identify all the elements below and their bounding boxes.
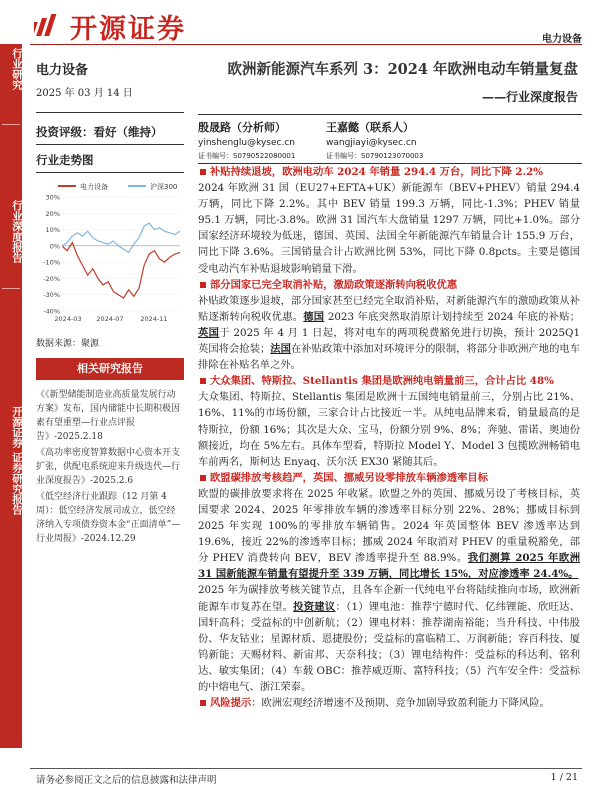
paragraph-text: ：（1）锂电池：推荐宁德时代、亿纬锂能、欣旺达、国轩高科；受益标的中创新航；（2）锂电材料：推荐湖南裕能；当升科技、中伟股份、华友钴业；星源材质、恩捷股份；受益标的富临精工、万润新能；容百科技、厦钨新能；天赐材料、新宙邦、天奈科技；（3）锂电结构件：受益标的科达利、铭利达、敏实集团；（4）车载 OBC：推荐威迈斯、富特科技；（5）汽车安全件：受益标的中熔电气、浙江荣泰。 bbox=[198, 600, 581, 693]
legend-label: 沪深300 bbox=[150, 183, 178, 191]
y-tick-label: -40% bbox=[43, 307, 60, 316]
emphasis-text: 法国 bbox=[270, 343, 291, 356]
side-divider bbox=[2, 124, 20, 125]
paragraph-text: 2025 年为碳排放考核关键节点，且各车企新一代纯电平台将陆续推向市场，欧洲新能源车市复苏在望。 bbox=[198, 584, 580, 613]
logo-icon bbox=[34, 12, 62, 40]
side-label-firm: 开源证券 证券研究报告 bbox=[11, 406, 23, 515]
report-date: 2025 年 03 月 14 日 bbox=[36, 88, 133, 99]
paragraph-text: 于 2025 年 4 月 1 日起，将对电车的两项税费豁免进行切换，预计 2025Q1 英国将会抢装； bbox=[198, 326, 581, 356]
side-band bbox=[0, 44, 22, 748]
y-tick-label: -10% bbox=[43, 258, 60, 267]
y-tick-label: 0% bbox=[49, 242, 60, 251]
page-number: 1 / 21 bbox=[550, 772, 578, 783]
emphasis-text: 德国 bbox=[303, 310, 325, 323]
report-title: 欧洲新能源汽车系列 3：2024 年欧洲电动车销量复盘 bbox=[227, 61, 578, 78]
author-email[interactable]: yinshenglu@kysec.cn bbox=[198, 138, 295, 148]
section-heading-text: 补贴持续退坡，欧洲电动车 2024 年销量 294.4 万台，同比下降 2.2% bbox=[210, 166, 544, 178]
x-tick-label: 2024-07 bbox=[96, 315, 124, 323]
paragraph-text: 大众集团、特斯拉、Stellantis 集团是欧洲十五国纯电销量前三，分别占比 21%、16%、11%的市场份额，三家合计占比接近一半。从纯电品牌来看，销量最高的是特斯拉，份额 16%；其次是大众、宝马，份额分别 9%、8%；奔驰、雷诺、奥迪份额接近，均在 5%左右。具体车型看，特斯拉 Model Y、Model 3 包揽欧洲畅销电车前两名，斯柯达 Enyaq、沃尔沃 EX30 紧随其后。 bbox=[198, 391, 580, 468]
series-line bbox=[62, 223, 180, 252]
section-paragraph bbox=[198, 486, 580, 583]
section-heading-text: 欧盟碳排放考核趋严，英国、挪威另设零排放车辆渗透率目标 bbox=[210, 471, 489, 484]
disclaimer-note: 请务必参阅正文之后的信息披露和法律声明 bbox=[36, 775, 217, 786]
side-label-report-type: 行业深度报告 bbox=[11, 200, 23, 263]
section-heading bbox=[198, 277, 580, 293]
divider bbox=[36, 112, 184, 113]
y-tick-label: 20% bbox=[45, 209, 60, 218]
report-subtitle: ——行业深度报告 bbox=[481, 90, 578, 104]
x-tick-label: 2024-03 bbox=[54, 315, 82, 323]
footer-divider bbox=[30, 768, 582, 769]
industry-tag: 电力设备 bbox=[542, 34, 582, 45]
divider bbox=[36, 144, 184, 145]
author-cert: 证书编号：S0790522080001 bbox=[198, 152, 296, 160]
author-name: 王嘉懿（联系人） bbox=[326, 121, 414, 134]
paragraph-text: 2023 年底突然取消原计划持续至 2024 年底的补贴； bbox=[324, 310, 580, 323]
author-cert: 证书编号：S0790123070003 bbox=[326, 152, 424, 160]
section-inline-text: ：欧洲宏观经济增速不及预期、竞争加剧导致盈利能力下降风险。 bbox=[251, 697, 550, 710]
section-paragraph bbox=[198, 180, 580, 277]
legend-label: 电力设备 bbox=[80, 183, 108, 191]
sector-name: 电力设备 bbox=[36, 63, 89, 78]
author-block bbox=[198, 120, 295, 162]
y-tick-label: -30% bbox=[43, 291, 60, 300]
paragraph-text: 补贴政策逐步退坡，部分国家甚至已经完全取消补贴，对新能源汽车的激励政策从补贴逐渐转向税收优惠。 bbox=[198, 294, 580, 323]
author-email[interactable]: wangjiayi@kysec.cn bbox=[326, 138, 417, 148]
paragraph-text: 欧盟的碳排放要求将在 2025 年收紧。欧盟之外的英国、挪威另设了考核目标，英国要求 2024、2025 年零排放车辆的渗透率目标分别 22%、28%；挪威目标到 2025 年实现 100%的零排放车辆销售。2024 年英国整体 BEV 渗透率达到 19.6%，接近 22%的渗透率目标；挪威 2024 年取消对 PHEV 的重量税豁免，部分 PHEV 消费转向 BEV，BEV 渗透率提升至 88.9%。 bbox=[198, 487, 580, 565]
emphasis-text: 投资建议 bbox=[293, 600, 336, 613]
divider bbox=[198, 114, 582, 115]
investment-rating: 投资评级：看好（维持） bbox=[36, 125, 163, 139]
trend-chart-svg bbox=[36, 179, 184, 329]
brand-logo bbox=[34, 6, 186, 46]
section-paragraph bbox=[198, 293, 580, 373]
section-paragraph bbox=[198, 582, 580, 695]
x-tick-label: 2024-11 bbox=[140, 315, 168, 323]
emphasis-text: 我们测算 2025 年欧洲 31 国新能源车销量有望提升至 339 万辆，同比增长 15%，对应渗透率 24.4%。 bbox=[198, 552, 580, 581]
section-heading-text: 风险提示 bbox=[210, 697, 252, 710]
divider bbox=[36, 172, 184, 173]
y-tick-label: 10% bbox=[45, 226, 60, 235]
paragraph-text: 2024 年欧洲 31 国（EU27+EFTA+UK）新能源车（BEV+PHEV）销量 294.4 万辆，同比下降 2.2%。其中 BEV 销量 199.3 万辆，同比-1.3%；PHEV 销量 95.1 万辆，同比-3.8%。欧洲 31 国汽车大盘销量 1297 万辆，同比+1.0%。部分国家经济环境较为低迷，德国、英国、法国全年新能源汽车销量合计 155.9 万台，同比下降 3.6%。三国销量合计占欧洲比例 53%，同比下降 0.8pcts。主要是德国受电动汽车补贴退坡影响销量下滑。 bbox=[198, 182, 580, 275]
trend-chart bbox=[36, 179, 184, 329]
brand-name: 开源证券 bbox=[70, 13, 186, 45]
side-label-research: 行业研究 bbox=[11, 48, 23, 90]
section-paragraph bbox=[198, 389, 580, 469]
section-heading-text: 大众集团、特斯拉、Stellantis 集团是欧洲纯电销量前三，合计占比 48% bbox=[210, 375, 554, 388]
section-heading bbox=[198, 470, 580, 486]
author-name: 殷晟路（分析师） bbox=[198, 121, 286, 134]
related-report-item[interactable]: 《低空经济行业跟踪（12 月第 4 周）：低空经济发展司成立，低空经济纳入专项债券资本金“正面清单”—行业周报》-2024.12.29 bbox=[36, 492, 181, 544]
emphasis-text: 英国 bbox=[198, 326, 220, 339]
related-reports-list bbox=[36, 388, 184, 548]
section-heading bbox=[198, 164, 580, 180]
report-body bbox=[198, 164, 580, 711]
y-tick-label: -20% bbox=[43, 274, 60, 283]
section-heading bbox=[198, 373, 580, 389]
section-heading bbox=[198, 695, 580, 711]
related-reports-title: 相关研究报告 bbox=[36, 358, 184, 380]
section-heading-text: 部分国家已完全取消补贴，激励政策逐渐转向税收优惠 bbox=[210, 278, 458, 291]
header-divider bbox=[30, 44, 582, 45]
data-source: 数据来源：聚源 bbox=[36, 339, 100, 349]
paragraph-text: 在补贴政策中添加对环境评分的限制，将部分非欧洲产地的电车排除在补贴名单之外。 bbox=[198, 343, 581, 372]
side-divider bbox=[2, 288, 20, 289]
series-line bbox=[62, 243, 180, 298]
author-block bbox=[326, 120, 423, 162]
related-report-item[interactable]: 《《新型储能制造业高质量发展行动方案》发布，国内储能中长期积极因素有望重塑—行业点评报告》-2025.2.18 bbox=[36, 390, 181, 442]
y-tick-label: 30% bbox=[45, 193, 60, 202]
related-report-item[interactable]: 《高功率密度智算数据中心资本开支扩张，供配电系统迎来升级迭代—行业深度报告》-2025.2.6 bbox=[36, 448, 181, 486]
trend-chart-title: 行业走势图 bbox=[36, 153, 94, 167]
